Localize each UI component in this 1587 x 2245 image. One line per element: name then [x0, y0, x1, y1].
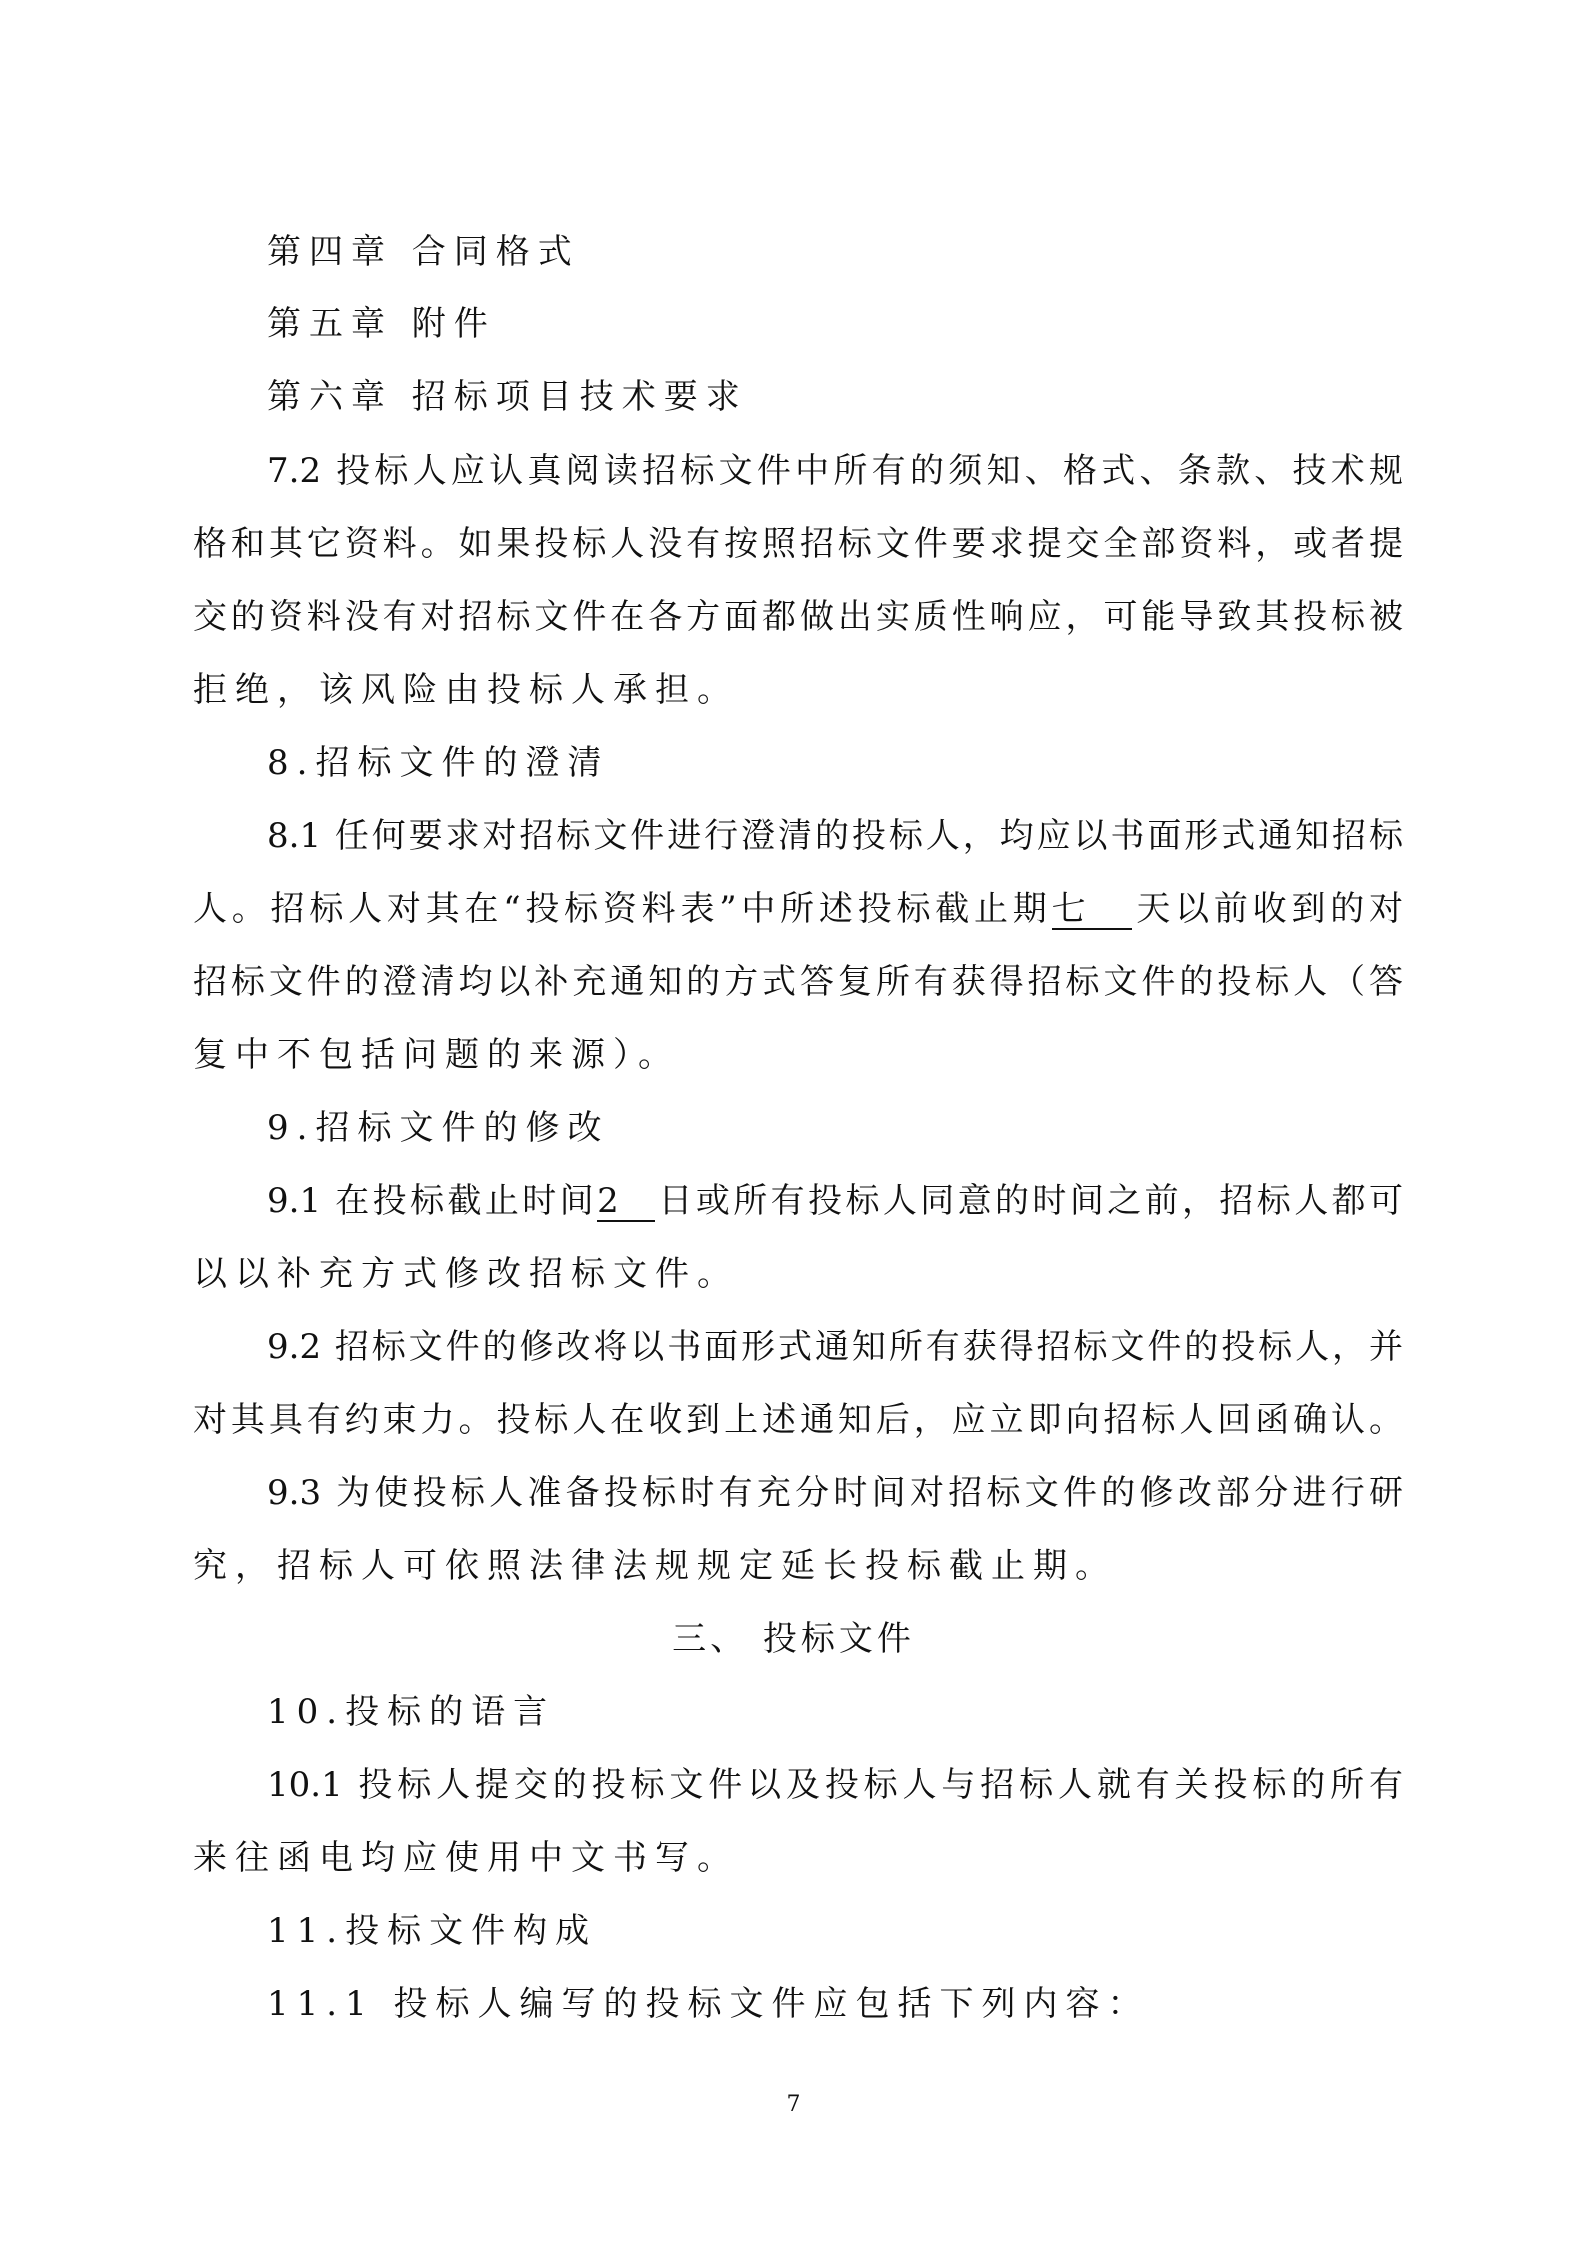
- paragraph-8-1-line-2-after-blank: 天以前收到的对: [1131, 889, 1403, 929]
- paragraph-8-1-line-1: 8.1 任何要求对招标文件进行澄清的投标人，均应以书面形式通知招标: [267, 816, 1403, 856]
- paragraph-8-1-line-2-before-blank: 人。招标人对其在“投标资料表”中所述投标截止期: [193, 889, 1052, 929]
- section-11-heading: 11.投标文件构成: [267, 1911, 598, 1951]
- paragraph-9-3-line-2: 究，招标人可依照法律法规规定延长投标截止期。: [193, 1546, 1117, 1586]
- toc-chapter-6: 第六章 招标项目技术要求: [267, 377, 748, 417]
- paragraph-10-1-line-1: 10.1 投标人提交的投标文件以及投标人与招标人就有关投标的所有: [267, 1765, 1403, 1805]
- paragraph-7-2-line-4: 拒绝，该风险由投标人承担。: [193, 670, 739, 710]
- section-10-heading: 10.投标的语言: [267, 1692, 556, 1732]
- part-3-title: 三、 投标文件: [672, 1619, 915, 1659]
- paragraph-8-1-line-2: [193, 889, 1403, 930]
- toc-chapter-4: 第四章 合同格式: [267, 232, 580, 272]
- paragraph-7-2-line-1: 7.2 投标人应认真阅读招标文件中所有的须知、格式、条款、技术规: [267, 451, 1403, 491]
- paragraph-9-1-line-1-after-blank: 日或所有投标人同意的时间之前，招标人都可: [655, 1181, 1403, 1221]
- section-8-heading: 8.招标文件的澄清: [267, 743, 610, 783]
- deadline-days-blank: 2: [597, 1184, 655, 1222]
- paragraph-9-2-line-2: 对其具有约束力。投标人在收到上述通知后，应立即向招标人回函确认。: [193, 1400, 1403, 1440]
- paragraph-9-3-line-1: 9.3 为使投标人准备投标时有充分时间对招标文件的修改部分进行研: [267, 1473, 1403, 1513]
- paragraph-8-1-line-4: 复中不包括问题的来源）。: [193, 1035, 680, 1075]
- paragraph-7-2-line-3: 交的资料没有对招标文件在各方面都做出实质性响应，可能导致其投标被: [193, 597, 1403, 637]
- paragraph-9-2-line-1: 9.2 招标文件的修改将以书面形式通知所有获得招标文件的投标人，并: [267, 1327, 1403, 1367]
- paragraph-10-1-line-2: 来往函电均应使用中文书写。: [193, 1838, 739, 1878]
- paragraph-8-1-line-3: 招标文件的澄清均以补充通知的方式答复所有获得招标文件的投标人（答: [193, 962, 1403, 1002]
- page-number: 7: [786, 2092, 801, 2117]
- paragraph-9-1-line-1: [267, 1181, 1403, 1222]
- toc-chapter-5: 第五章 附件: [267, 304, 496, 344]
- paragraph-11-1-line-1: 11.1 投标人编写的投标文件应包括下列内容：: [267, 1984, 1150, 2024]
- paragraph-7-2-line-2: 格和其它资料。如果投标人没有按照招标文件要求提交全部资料，或者提: [193, 524, 1403, 564]
- paragraph-9-1-line-2: 以以补充方式修改招标文件。: [193, 1254, 739, 1294]
- paragraph-9-1-line-1-before-blank: 9.1 在投标截止时间: [267, 1181, 598, 1221]
- deadline-days-blank: 七: [1052, 892, 1132, 930]
- section-9-heading: 9.招标文件的修改: [267, 1108, 610, 1148]
